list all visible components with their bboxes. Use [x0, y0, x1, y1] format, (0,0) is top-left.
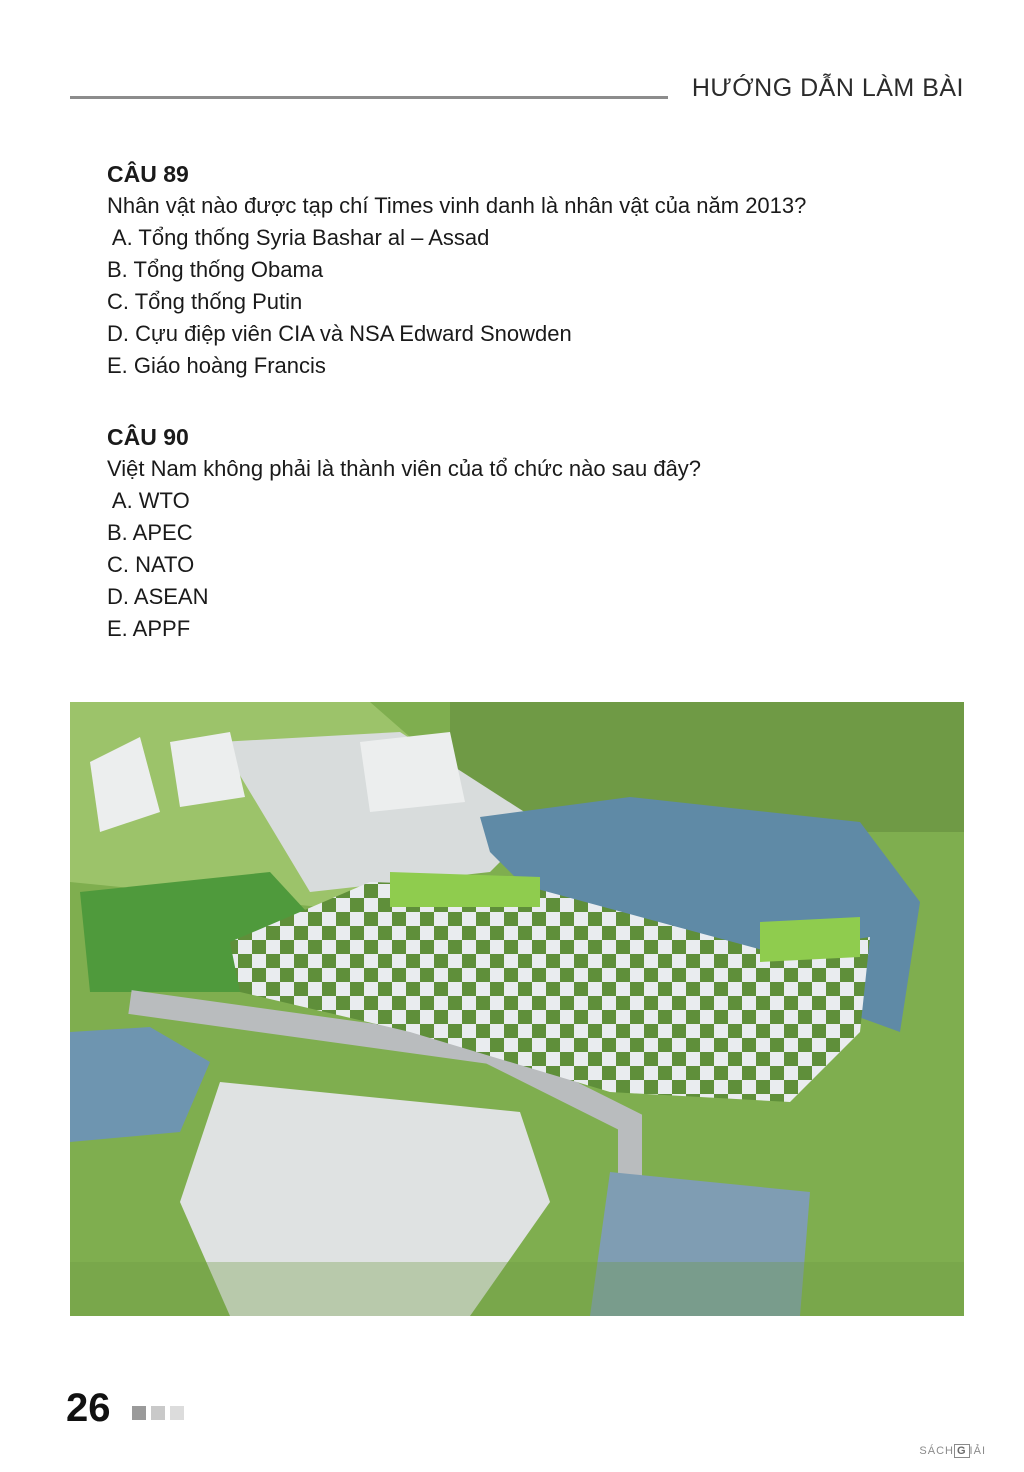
answer-option: B. APEC: [107, 520, 193, 545]
header-rule: [70, 96, 668, 99]
watermark-text: IẢI: [969, 1445, 986, 1457]
indicator-square: [151, 1406, 165, 1420]
answer-option: D. ASEAN: [107, 584, 209, 609]
answer-option: E. Giáo hoàng Francis: [107, 353, 326, 378]
question-90: [107, 421, 701, 645]
indicator-square: [170, 1406, 184, 1420]
page-indicator: [132, 1406, 189, 1425]
question-number: CÂU 90: [107, 424, 189, 450]
indicator-square: [132, 1406, 146, 1420]
watermark-text: SÁCH: [919, 1445, 954, 1457]
answer-option: B. Tổng thống Obama: [107, 257, 324, 282]
answer-option: C. NATO: [107, 552, 195, 577]
watermark: [919, 1444, 986, 1458]
question-89: [107, 158, 806, 382]
question-text: Việt Nam không phải là thành viên của tổ chức nào sau đây?: [107, 456, 702, 481]
question-text: Nhân vật nào được tạp chí Times vinh danh là nhân vật của năm 2013?: [107, 193, 807, 218]
answer-option: D. Cựu điệp viên CIA và NSA Edward Snowden: [107, 321, 572, 346]
section-title: HƯỚNG DẪN LÀM BÀI: [691, 74, 964, 102]
question-number: CÂU 89: [107, 161, 189, 187]
answer-option: C. Tổng thống Putin: [107, 289, 303, 314]
campus-aerial-illustration: [70, 702, 964, 1316]
answer-option: A. Tổng thống Syria Bashar al – Assad: [107, 225, 490, 250]
answer-option: A. WTO: [107, 488, 190, 513]
watermark-logo: G: [954, 1444, 970, 1458]
page-number: 26: [66, 1386, 111, 1430]
answer-option: E. APPF: [107, 616, 191, 641]
